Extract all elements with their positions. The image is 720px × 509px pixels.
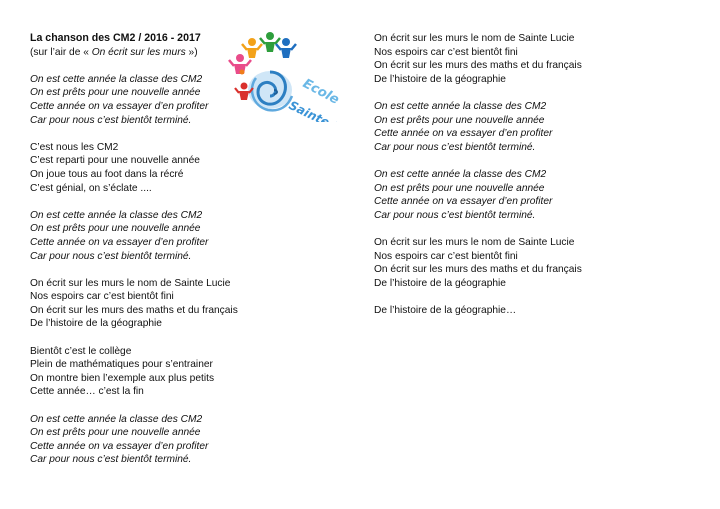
lyric-line: Cette année on va essayer d’en profiter — [30, 440, 209, 452]
right-stanzas — [374, 32, 704, 317]
stanza-spacer — [30, 399, 330, 413]
lyric-line: On est prêts pour une nouvelle année — [30, 427, 201, 439]
lyric-line: Nos espoirs car c’est bientôt fini — [374, 250, 518, 262]
stanza-spacer — [374, 222, 704, 236]
logo-text-sainte-lucie — [287, 98, 356, 122]
lyric-line: On est cette année la classe des CM2 — [374, 100, 547, 112]
lyric-line: Car pour nous c’est bientôt terminé. — [30, 114, 192, 126]
logo-text-ecole: Ecole — [300, 76, 342, 108]
refrain-stanza — [30, 209, 330, 263]
lyric-line: On est cette année la classe des CM2 — [30, 413, 203, 425]
lyric-line: On écrit sur les murs des maths et du français — [30, 304, 238, 316]
stanza-spacer — [374, 86, 704, 100]
logo-swirl — [248, 71, 292, 110]
lyric-line: Cette année on va essayer d’en profiter — [30, 236, 209, 248]
lyric-line: On écrit sur les murs des maths et du français — [374, 60, 582, 72]
right-column — [374, 32, 704, 317]
lyric-line: De l’histoire de la géographie — [374, 277, 506, 289]
stanza-spacer — [30, 331, 330, 345]
left-stanzas — [30, 73, 330, 467]
lyric-line: Car pour nous c’est bientôt terminé. — [30, 250, 192, 262]
lyric-line: Plein de mathématiques pour s’entrainer — [30, 359, 213, 371]
refrain-stanza — [374, 168, 704, 222]
subtitle-prefix: (sur l’air de « — [30, 46, 92, 58]
stanza-spacer — [30, 263, 330, 277]
lyric-line: On écrit sur les murs le nom de Sainte Lucie — [30, 277, 231, 289]
lyric-line: On écrit sur les murs le nom de Sainte Lucie — [374, 33, 575, 44]
lyric-line: On est cette année la classe des CM2 — [30, 209, 203, 221]
lyric-line: De l’histoire de la géographie — [374, 73, 506, 85]
lyric-line: C’est nous les CM2 — [30, 141, 119, 153]
subtitle-suffix: ») — [185, 46, 198, 58]
lyric-line: On est cette année la classe des CM2 — [374, 168, 547, 180]
stanza-spacer — [374, 290, 704, 304]
refrain-stanza — [374, 100, 704, 154]
lyric-line: Cette année… c’est la fin — [30, 386, 144, 398]
lyric-line: On est prêts pour une nouvelle année — [30, 223, 201, 235]
lyric-line: De l’histoire de la géographie — [30, 318, 162, 330]
lyric-line: On écrit sur les murs des maths et du français — [374, 264, 582, 276]
lyric-line: C’est génial, on s’éclate .... — [30, 182, 152, 194]
lyric-line: De l’histoire de la géographie… — [374, 304, 517, 316]
logo-graphic — [228, 30, 356, 122]
lyric-line: Bientôt c’est le collège — [30, 345, 132, 357]
stanza-spacer — [30, 127, 330, 141]
lyric-line: On écrit sur les murs le nom de Sainte Lucie — [374, 236, 575, 248]
lyric-line: On joue tous au foot dans la récré — [30, 168, 184, 180]
verse-stanza — [30, 277, 330, 331]
lyric-line: On est prêts pour une nouvelle année — [374, 182, 545, 194]
verse-stanza — [374, 304, 704, 318]
logo-wordmark — [287, 76, 356, 122]
lyric-line: Cette année on va essayer d’en profiter — [30, 100, 209, 112]
stanza-spacer — [30, 195, 330, 209]
subtitle-song-name: On écrit sur les murs — [91, 46, 186, 58]
verse-stanza — [30, 141, 330, 195]
stanza-spacer — [374, 154, 704, 168]
lyric-line: Nos espoirs car c’est bientôt fini — [374, 46, 518, 58]
lyric-line: Car pour nous c’est bientôt terminé. — [374, 141, 536, 153]
refrain-stanza — [30, 413, 330, 467]
lyric-line: On est prêts pour une nouvelle année — [30, 87, 201, 99]
verse-stanza — [374, 236, 704, 290]
lyric-line: On est cette année la classe des CM2 — [30, 73, 203, 85]
lyric-line: Cette année on va essayer d’en profiter — [374, 128, 553, 140]
lyric-line: On montre bien l’exemple aux plus petits — [30, 372, 215, 384]
verse-stanza — [30, 345, 330, 399]
verse-stanza — [374, 32, 704, 86]
lyric-line: Car pour nous c’est bientôt terminé. — [374, 209, 536, 221]
lyric-line: Nos espoirs car c’est bientôt fini — [30, 291, 174, 303]
lyric-line: On est prêts pour une nouvelle année — [374, 114, 545, 126]
song-title: La chanson des CM2 / 2016 - 2017 — [30, 32, 201, 44]
lyric-line: Car pour nous c’est bientôt terminé. — [30, 454, 192, 466]
lyric-line: Cette année on va essayer d’en profiter — [374, 196, 553, 208]
school-logo — [228, 30, 356, 122]
lyric-line: C’est reparti pour une nouvelle année — [30, 155, 200, 167]
